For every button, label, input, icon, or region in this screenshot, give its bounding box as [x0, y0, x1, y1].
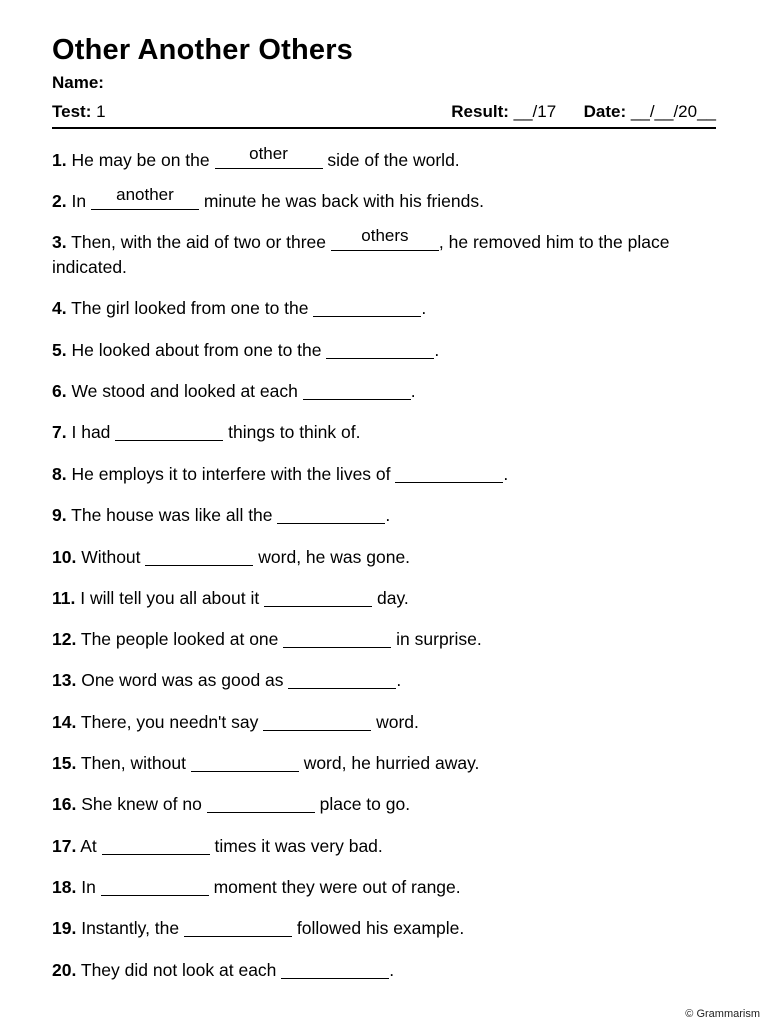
answer-blank[interactable] — [184, 918, 292, 937]
question-number: 14. — [52, 712, 77, 732]
answer-blank[interactable] — [102, 836, 210, 855]
question-number: 12. — [52, 629, 77, 649]
question-text-after: times it was very bad. — [214, 836, 383, 856]
question-text-after: . — [421, 298, 427, 318]
question-number: 6. — [52, 381, 67, 401]
question-text-before: In — [71, 191, 87, 211]
question-item — [52, 710, 716, 735]
question-number: 9. — [52, 505, 67, 525]
question-text-after: minute he was back with his friends. — [203, 191, 484, 211]
question-text-before: At — [80, 836, 97, 856]
question-number: 18. — [52, 877, 77, 897]
question-text-after: . — [410, 381, 416, 401]
question-text-before: He looked about from one to the — [71, 340, 322, 360]
answer-blank[interactable] — [145, 547, 253, 566]
question-item — [52, 462, 716, 487]
question-text-after: . — [385, 505, 391, 525]
question-text-before: He employs it to interfere with the lives of — [71, 464, 391, 484]
answer-blank[interactable] — [207, 794, 315, 813]
answer-blank[interactable] — [283, 629, 391, 648]
page-title: Other Another Others — [52, 34, 354, 66]
question-item — [52, 185, 716, 214]
question-text-before: Then, without — [80, 753, 186, 773]
question-text-before: In — [81, 877, 96, 897]
question-item — [52, 834, 716, 859]
question-number: 19. — [52, 918, 77, 938]
question-item — [52, 875, 716, 900]
question-number: 13. — [52, 670, 77, 690]
answer-blank[interactable] — [395, 464, 503, 483]
answer-blank[interactable] — [215, 144, 323, 169]
test-label: Test: — [52, 102, 92, 121]
answer-text: other — [249, 144, 288, 163]
answer-blank[interactable] — [313, 298, 421, 317]
question-text-after: . — [396, 670, 402, 690]
question-number: 1. — [52, 150, 67, 170]
question-number: 10. — [52, 547, 77, 567]
worksheet — [52, 30, 716, 980]
question-text-after: , he removed him to the place indicated. — [52, 232, 670, 277]
question-text-after: day. — [376, 588, 409, 608]
question-text-after: word, he was gone. — [258, 547, 411, 567]
question-text-after: . — [503, 464, 509, 484]
question-item — [52, 379, 716, 404]
question-text-before: Instantly, the — [81, 918, 180, 938]
question-number: 4. — [52, 298, 67, 318]
answer-text: others — [361, 226, 409, 245]
question-number: 16. — [52, 794, 77, 814]
question-text-before: Without — [81, 547, 141, 567]
question-item — [52, 420, 716, 445]
question-text-before: One word was as good as — [81, 670, 284, 690]
question-text-after: side of the world. — [327, 150, 460, 170]
question-text-after: . — [434, 340, 440, 360]
question-number: 2. — [52, 191, 67, 211]
answer-blank[interactable] — [331, 226, 439, 251]
answer-blank[interactable] — [115, 422, 223, 441]
question-text-before: The house was like all the — [71, 505, 273, 525]
question-text-after: place to go. — [319, 794, 411, 814]
question-text-before: There, you needn't say — [80, 712, 259, 732]
header-divider — [52, 127, 716, 129]
question-text-after: word. — [376, 712, 419, 732]
question-item — [52, 296, 716, 321]
test-row — [52, 101, 716, 123]
result-label: Result: — [451, 102, 509, 121]
question-item — [52, 627, 716, 652]
answer-blank[interactable] — [263, 712, 371, 731]
question-text-after: in surprise. — [396, 629, 482, 649]
question-text-after: things to think of. — [228, 422, 361, 442]
answer-blank[interactable] — [303, 381, 411, 400]
question-text-before: We stood and looked at each — [71, 381, 298, 401]
question-number: 3. — [52, 232, 67, 252]
question-item — [52, 338, 716, 363]
question-item — [52, 792, 716, 817]
answer-blank[interactable] — [281, 960, 389, 979]
question-number: 17. — [52, 836, 77, 856]
result-value: __/17 — [513, 102, 557, 121]
question-text-after: word, he hurried away. — [303, 753, 480, 773]
answer-text: another — [116, 185, 174, 204]
result-date — [451, 101, 716, 123]
question-number: 15. — [52, 753, 77, 773]
question-text-before: He may be on the — [71, 150, 210, 170]
name-label: Name: — [52, 73, 104, 92]
answer-blank[interactable] — [288, 670, 396, 689]
question-text-after: moment they were out of range. — [213, 877, 461, 897]
date-value: __/__/20__ — [630, 102, 716, 121]
answer-blank[interactable] — [91, 185, 199, 210]
question-item — [52, 144, 716, 173]
question-number: 8. — [52, 464, 67, 484]
question-item — [52, 226, 716, 280]
answer-blank[interactable] — [277, 505, 385, 524]
question-text-before: The girl looked from one to the — [71, 298, 309, 318]
date-label: Date: — [583, 102, 627, 121]
question-text-before: I had — [71, 422, 111, 442]
question-text-before: Then, with the aid of two or three — [71, 232, 327, 252]
question-number: 7. — [52, 422, 67, 442]
question-number: 5. — [52, 340, 67, 360]
question-item — [52, 668, 716, 693]
question-item — [52, 751, 716, 776]
question-item — [52, 503, 716, 528]
question-text-after: . — [389, 960, 395, 980]
answer-blank[interactable] — [191, 753, 299, 772]
answer-blank[interactable] — [264, 588, 372, 607]
answer-blank[interactable] — [101, 877, 209, 896]
question-text-before: The people looked at one — [80, 629, 279, 649]
test-value: 1 — [96, 102, 106, 121]
question-item — [52, 545, 716, 570]
name-row — [52, 72, 716, 94]
question-item — [52, 958, 716, 983]
question-item — [52, 916, 716, 941]
question-number: 11. — [52, 588, 76, 608]
answer-blank[interactable] — [326, 340, 434, 359]
copyright: © Grammarism — [685, 1008, 760, 1020]
question-text-after: followed his example. — [296, 918, 465, 938]
question-text-before: They did not look at each — [80, 960, 277, 980]
question-item — [52, 586, 716, 611]
question-number: 20. — [52, 960, 77, 980]
question-text-before: She knew of no — [81, 794, 202, 814]
test-info — [52, 101, 106, 123]
question-text-before: I will tell you all about it — [80, 588, 260, 608]
